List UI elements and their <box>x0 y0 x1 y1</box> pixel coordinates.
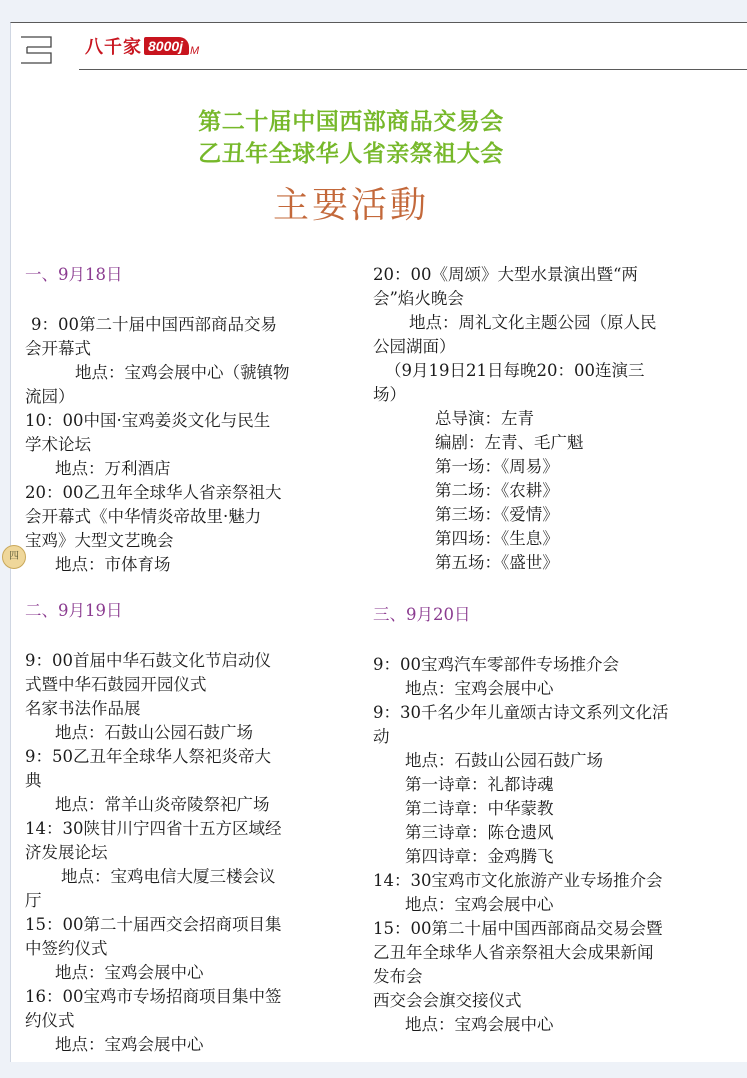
event-line: 济发展论坛 <box>25 843 108 862</box>
event-line: 15：00第二十届中国西部商品交易会暨 <box>373 919 663 938</box>
event-line: 10：00中国·宝鸡姜炎文化与民生 <box>25 411 271 430</box>
location-line: 地点：万利酒店 <box>55 459 171 478</box>
program-line: 第四诗章：金鸡腾飞 <box>405 847 554 866</box>
event-line: 约仪式 <box>25 1011 75 1030</box>
event-line: 20：00《周颂》大型水景演出暨“两 <box>373 265 638 284</box>
event-line: 9：50乙丑年全球华人祭祀炎帝大 <box>25 747 271 766</box>
page <box>10 22 747 1063</box>
program-line: 第二场：《农耕》 <box>435 481 559 500</box>
location-line: 地点：宝鸡会展中心 <box>55 963 204 982</box>
title-line-1: 第二十届中国西部商品交易会 <box>198 108 504 135</box>
location-line: 地点：周礼文化主题公园（原人民 <box>409 313 657 332</box>
event-line: 9：30千名少年儿童颂古诗文系列文化活 <box>373 703 669 722</box>
event-line: 发布会 <box>373 967 423 986</box>
program-line: 第一诗章：礼都诗魂 <box>405 775 554 794</box>
program-line: 第二诗章：中华蒙教 <box>405 799 554 818</box>
location-line: 地点：宝鸡电信大厦三楼会议 <box>61 867 276 886</box>
logo-suffix: M <box>190 45 200 57</box>
event-line: 14：30陕甘川宁四省十五方区域经 <box>25 819 282 838</box>
event-line: 中签约仪式 <box>25 939 108 958</box>
event-line: 学术论坛 <box>25 435 91 454</box>
event-line: 9：00宝鸡汽车零部件专场推介会 <box>373 655 619 674</box>
event-line: 乙丑年全球华人省亲祭祖大会成果新闻 <box>373 943 654 962</box>
location-line: 地点：常羊山炎帝陵祭祀广场 <box>55 795 270 814</box>
event-line: 16：00宝鸡市专场招商项目集中签 <box>25 987 282 1006</box>
program-line: 第四场：《生息》 <box>435 529 559 548</box>
event-line: 西交会会旗交接仪式 <box>373 991 522 1010</box>
event-line: 9：00首届中华石鼓文化节启动仪 <box>25 651 271 670</box>
location-line: 流园） <box>25 387 75 406</box>
credit-line: 总导演：左青 <box>435 409 534 428</box>
right-column <box>373 263 745 1037</box>
event-line: 会开幕式《中华情炎帝故里·魅力 <box>25 507 262 526</box>
left-column <box>25 263 335 1057</box>
title-line-2: 乙丑年全球华人省亲祭祖大会 <box>198 140 504 167</box>
location-line: 地点：宝鸡会展中心（虢镇物 <box>75 363 290 382</box>
bottom-band <box>0 1062 747 1078</box>
credit-line: 编剧：左青、毛广魁 <box>435 433 584 452</box>
logo-number: 8000j <box>144 37 189 55</box>
program-line: 第三诗章：陈仓遗风 <box>405 823 554 842</box>
location-line: 地点：宝鸡会展中心 <box>405 895 554 914</box>
event-line: 20：00乙丑年全球华人省亲祭祖大 <box>25 483 282 502</box>
program-line: 第三场：《爱情》 <box>435 505 559 524</box>
section-heading: 三、9月20日 <box>373 605 471 624</box>
event-line: 9：00第二十届中国西部商品交易 <box>31 315 277 334</box>
event-line: 场） <box>373 385 406 404</box>
program-line: 第一场：《周易》 <box>435 457 559 476</box>
event-line: 15：00第二十届西交会招商项目集 <box>25 915 282 934</box>
location-line: 公园湖面） <box>373 337 456 356</box>
event-line: 14：30宝鸡市文化旅游产业专场推介会 <box>373 871 663 890</box>
event-line: 宝鸡》大型文艺晚会 <box>25 531 174 550</box>
event-line: 名家书法作品展 <box>25 699 141 718</box>
header-rule <box>79 69 747 70</box>
location-line: 地点：市体育场 <box>55 555 171 574</box>
section-heading: 一、9月18日 <box>25 265 123 284</box>
event-line: 会开幕式 <box>25 339 91 358</box>
location-line: 地点：宝鸡会展中心 <box>405 1015 554 1034</box>
location-line: 地点：石鼓山公园石鼓广场 <box>405 751 603 770</box>
page-title: 主要活動 <box>272 185 429 226</box>
page-grip-icon <box>17 31 57 69</box>
event-line: （9月19日21日每晚20：00连演三 <box>385 361 645 380</box>
event-line: 典 <box>25 771 42 790</box>
location-line: 地点：宝鸡会展中心 <box>55 1035 204 1054</box>
location-line: 厅 <box>25 891 42 910</box>
location-line: 地点：石鼓山公园石鼓广场 <box>55 723 253 742</box>
location-line: 地点：宝鸡会展中心 <box>405 679 554 698</box>
logo-name: 八千家 <box>85 37 142 58</box>
event-line: 动 <box>373 727 390 746</box>
program-line: 第五场：《盛世》 <box>435 553 559 572</box>
section-heading: 二、9月19日 <box>25 601 123 620</box>
logo <box>85 33 199 59</box>
page-number-badge: 四 <box>2 545 26 569</box>
event-line: 会”焰火晚会 <box>373 289 464 308</box>
event-line: 式暨中华石鼓园开园仪式 <box>25 675 207 694</box>
